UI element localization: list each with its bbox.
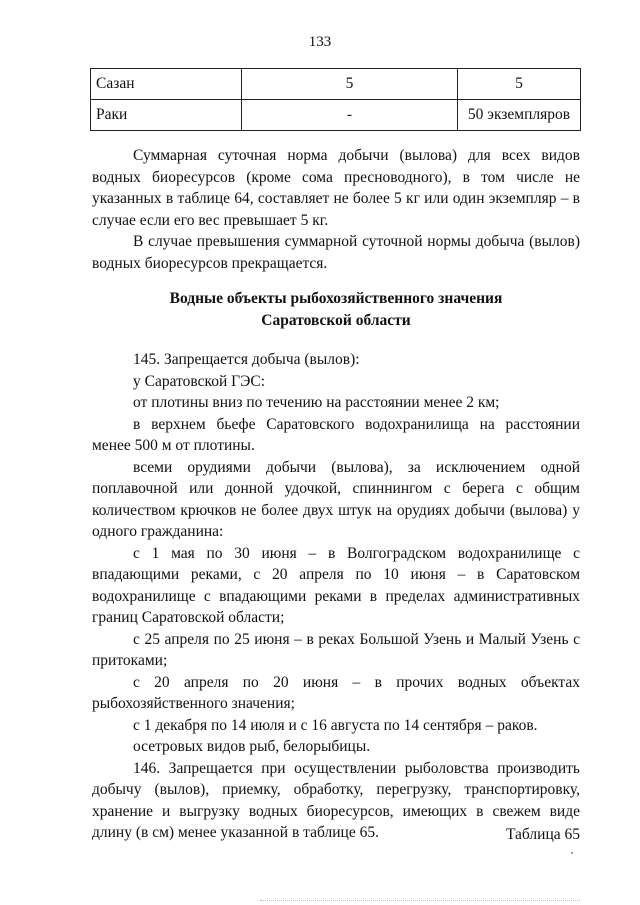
table-cell-value: - bbox=[242, 100, 458, 131]
table-row bbox=[91, 69, 581, 100]
paragraph-145-gear: всеми орудиями добычи (вылова), за исключением одной поплавочной или донной удочкой, спиннингом с берега с общим количеством крючков не более двух штук на орудиях добычи (вылова) у одного гражданина: bbox=[92, 458, 580, 540]
paragraph-145-downstream: от плотины вниз по течению на расстоянии менее 2 км; bbox=[133, 394, 500, 411]
table-cell-species: Раки bbox=[91, 100, 242, 131]
paragraph-145-crayfish: с 1 декабря по 14 июля и с 16 августа по 14 сентября – раков. bbox=[133, 716, 538, 734]
section-heading bbox=[92, 288, 580, 332]
heading-line-1: Водные объекты рыбохозяйственного значения bbox=[169, 290, 503, 307]
scan-edge bbox=[260, 900, 580, 902]
table-row bbox=[91, 100, 581, 131]
paragraph-145-sturgeon: осетровых видов рыб, белорыбицы. bbox=[133, 738, 371, 755]
text-block-section-145 bbox=[92, 349, 580, 844]
paragraph-145-ges: у Саратовской ГЭС: bbox=[133, 372, 265, 390]
paragraph-145-uzen: с 25 апреля по 25 июня – в реках Большой Узень и Малый Узень с притоками; bbox=[92, 630, 580, 669]
scan-artifact bbox=[571, 852, 573, 854]
paragraph-145-intro: 145. Запрещается добыча (вылов): bbox=[133, 351, 360, 368]
paragraph-daily-norm: Суммарная суточная норма добычи (вылова) для всех видов водных биоресурсов (кроме сома пресноводного), в том числе не указанных в таблице 64, составляет не более 5 кг или один экземпляр – в случае если его вес превышает 5 кг. bbox=[92, 147, 580, 229]
table-cell-value: 50 экземпляров bbox=[458, 100, 581, 131]
table-caption: Таблица 65 bbox=[505, 826, 580, 843]
table-cell-value: 5 bbox=[458, 69, 581, 100]
paragraph-145-upstream: в верхнем бьефе Саратовского водохранилища на расстоянии менее 500 м от плотины. bbox=[92, 415, 580, 454]
catch-norms-table bbox=[90, 68, 581, 131]
paragraph-146: 146. Запрещается при осуществлении рыболовства производить добычу (вылов), приемку, обработку, перегрузку, транспортировку, хранение и выгрузку водных биоресурсов, имеющих в свежем виде длину (в см) менее указанной в таблице 65. bbox=[92, 759, 580, 841]
table-cell-value: 5 bbox=[242, 69, 458, 100]
paragraph-145-other: с 20 апреля по 20 июня – в прочих водных объектах рыбохозяйственного значения; bbox=[92, 673, 580, 712]
table-cell-species: Сазан bbox=[91, 69, 242, 100]
paragraph-norm-exceeded: В случае превышения суммарной суточной нормы добыча (вылов) водных биоресурсов прекращается. bbox=[92, 233, 580, 272]
heading-line-2: Саратовской области bbox=[261, 312, 411, 329]
text-block-summary bbox=[92, 145, 580, 274]
paragraph-145-volgograd: с 1 мая по 30 июня – в Волгоградском водохранилище с впадающими реками, с 20 апреля по 10 июня – в Саратовском водохранилище с впадающими реками в пределах административных границ Саратовской области; bbox=[92, 544, 580, 626]
page-number: 133 bbox=[308, 34, 332, 50]
